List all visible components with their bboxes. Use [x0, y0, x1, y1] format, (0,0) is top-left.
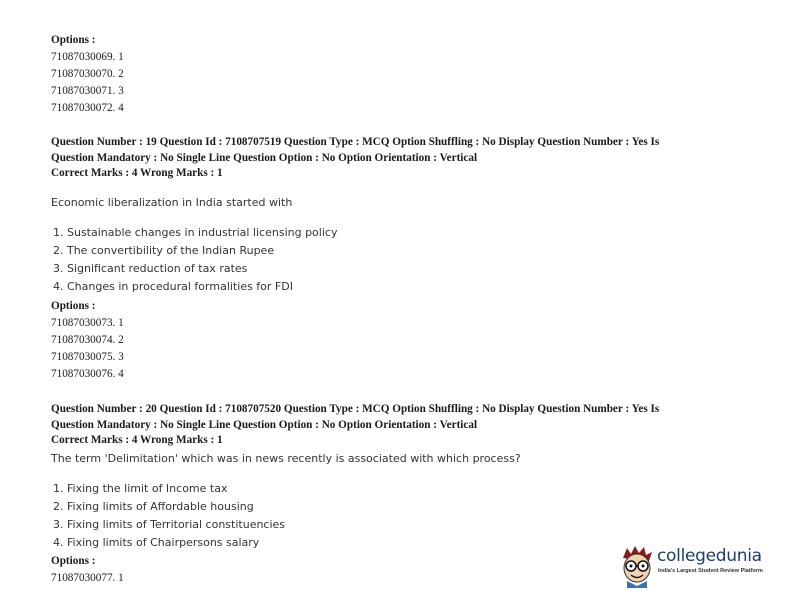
- q19-options: [51, 298, 124, 383]
- q20-header-line1: Question Number : 20 Question Id : 7108707520 Question Type : MCQ Option Shuffling : No Display Question Number : Yes Is: [51, 403, 660, 415]
- q19-header-line1: Question Number : 19 Question Id : 7108707519 Question Type : MCQ Option Shuffling : No Display Question Number : Yes Is: [51, 136, 660, 148]
- q19-header: [51, 134, 659, 182]
- option-id: 71087030074. 2: [51, 334, 124, 346]
- brand-name: collegedunia: [657, 546, 762, 566]
- choice-item: 4. Fixing limits of Chairpersons salary: [53, 536, 260, 549]
- option-id: 71087030077. 1: [51, 572, 124, 584]
- mascot-icon: [617, 544, 657, 588]
- options-block-prev: [51, 32, 124, 117]
- option-id: 71087030073. 1: [51, 317, 124, 329]
- q19-marks: Correct Marks : 4 Wrong Marks : 1: [51, 167, 223, 179]
- choice-item: 4. Changes in procedural formalities for FDI: [53, 280, 293, 293]
- q20-header: [51, 401, 659, 449]
- option-id: 71087030076. 4: [51, 368, 124, 380]
- choice-item: 2. The convertibility of the Indian Rupee: [53, 244, 275, 257]
- option-id: 71087030072. 4: [51, 102, 124, 114]
- q19-header-line2: Question Mandatory : No Single Line Question Option : No Option Orientation : Vertical: [51, 152, 478, 164]
- option-id: 71087030075. 3: [51, 351, 124, 363]
- q20-header-line2: Question Mandatory : No Single Line Question Option : No Option Orientation : Vertical: [51, 419, 478, 431]
- choice-item: 3. Significant reduction of tax rates: [53, 262, 248, 275]
- brand-tagline: India's Largest Student Review Platform: [658, 568, 763, 574]
- collegedunia-logo: [617, 544, 777, 592]
- q20-options: [51, 553, 124, 587]
- q20-question-text: The term 'Delimitation' which was in news recently is associated with which process?: [51, 452, 521, 465]
- option-id: 71087030071. 3: [51, 85, 124, 97]
- choice-item: 3. Fixing limits of Territorial constituencies: [53, 518, 286, 531]
- options-label: Options :: [51, 555, 96, 567]
- q20-choices: [53, 482, 285, 554]
- q19-question-text: Economic liberalization in India started with: [51, 196, 293, 209]
- q20-marks: Correct Marks : 4 Wrong Marks : 1: [51, 434, 223, 446]
- option-id: 71087030070. 2: [51, 68, 124, 80]
- q19-choices: [53, 226, 337, 298]
- choice-item: 2. Fixing limits of Affordable housing: [53, 500, 254, 513]
- options-label: Options :: [51, 34, 96, 46]
- choice-item: 1. Fixing the limit of Income tax: [53, 482, 228, 495]
- options-label: Options :: [51, 300, 96, 312]
- option-id: 71087030069. 1: [51, 51, 124, 63]
- choice-item: 1. Sustainable changes in industrial licensing policy: [53, 226, 338, 239]
